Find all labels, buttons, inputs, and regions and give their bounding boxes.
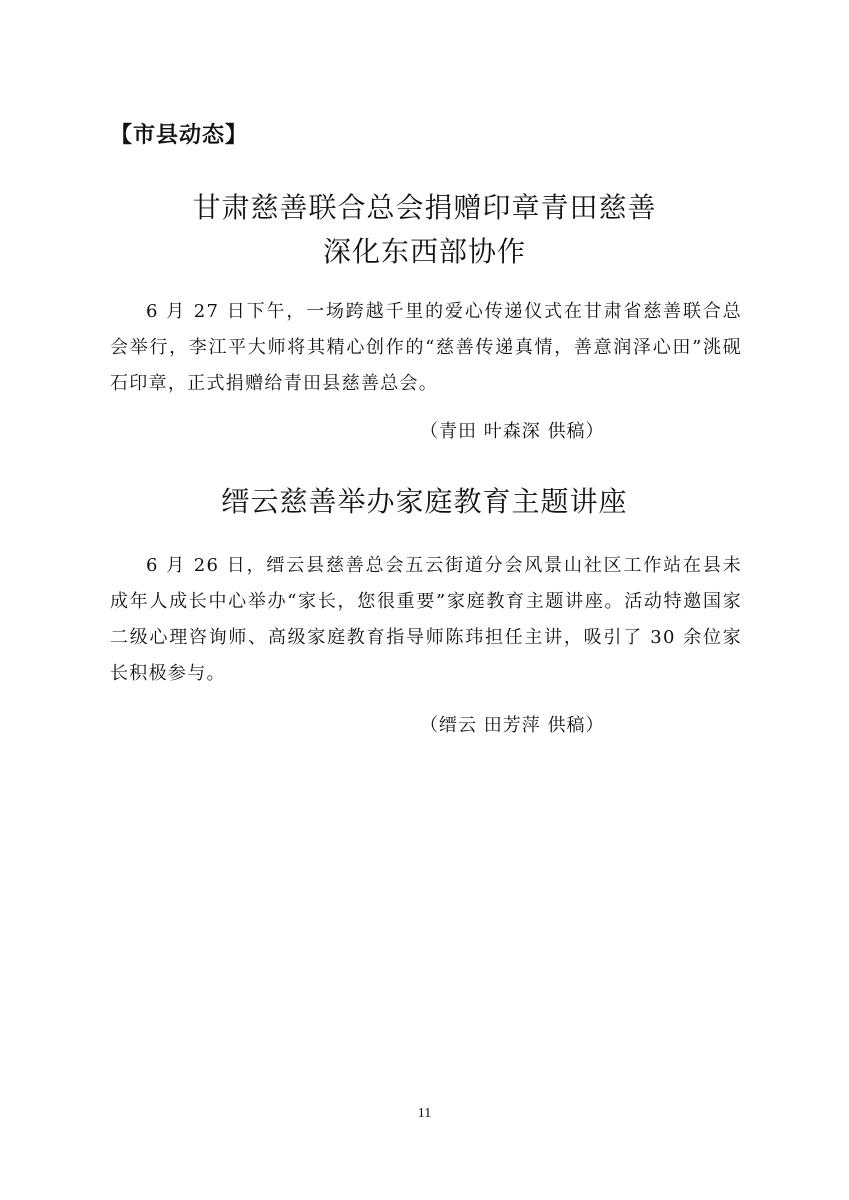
page-number: 11 bbox=[417, 1106, 432, 1121]
article-1-title-line-2: 深化东西部协作 bbox=[322, 235, 526, 268]
article-1-body: 6 月 27 日下午，一场跨越千里的爱心传递仪式在甘肃省慈善联合总会举行，李江平大师将其精心创作的“慈善传递真情，善意润泽心田”洮砚石印章，正式捐赠给青田县慈善总会。 bbox=[110, 301, 742, 394]
article-2-credit: （缙云 田芳萍 供稿） bbox=[420, 715, 605, 736]
article-1-credit: （青田 叶森深 供稿） bbox=[420, 421, 605, 442]
article-1-title-line-1: 甘肃慈善联合总会捐赠印章青田慈善 bbox=[192, 191, 657, 224]
section-label: 【市县动态】 bbox=[110, 123, 249, 148]
article-2-body: 6 月 26 日，缙云县慈善总会五云街道分会风景山社区工作站在县未成年人成长中心举办“家长，您很重要”家庭教育主题讲座。活动特邀国家二级心理咨询师、高级家庭教育指导师陈玮担任主讲，吸引了 30 余位家长积极参与。 bbox=[110, 555, 742, 684]
article-2-title bbox=[0, 480, 849, 524]
article-2-title-line-1: 缙云慈善举办家庭教育主题讲座 bbox=[221, 485, 628, 518]
article-1-title bbox=[0, 186, 849, 274]
